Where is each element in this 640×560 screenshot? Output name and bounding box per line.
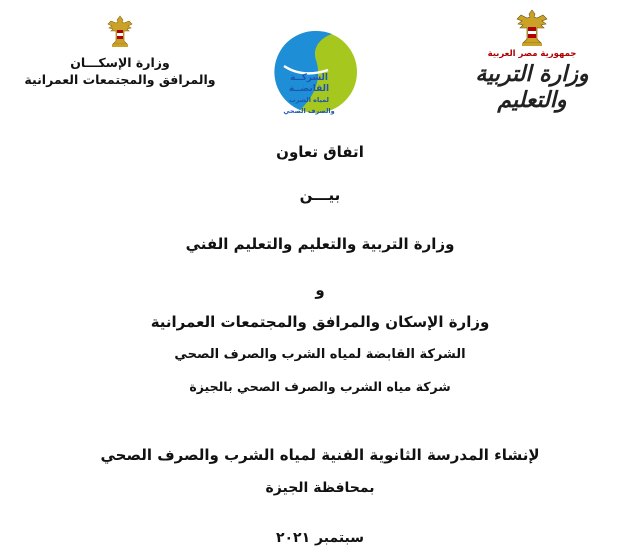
between-label: بيـــن bbox=[299, 186, 341, 204]
housing-ministry-header bbox=[20, 14, 220, 88]
housing-ministry-line1: وزارة الإسكـــان bbox=[70, 55, 170, 70]
party-education: وزارة التربية والتعليم والتعليم الفني bbox=[185, 235, 455, 253]
holding-company-subtitle: لمياه الشرب والصرف الصحي bbox=[283, 96, 335, 115]
holding-company-logo bbox=[270, 26, 370, 116]
and-label: و bbox=[315, 281, 325, 299]
egypt-eagle-icon bbox=[107, 14, 133, 48]
education-ministry-header bbox=[452, 8, 612, 113]
party-holding-company: الشركة القابضة لمياه الشرب والصرف الصحي bbox=[174, 347, 466, 362]
education-ministry-calligraphy: وزارة التربية والتعليم bbox=[475, 61, 589, 113]
agreement-purpose: لإنشاء المدرسة الثانوية الفنية لمياه الشرب والصرف الصحي bbox=[100, 446, 540, 464]
party-housing: وزارة الإسكان والمرافق والمجتمعات العمرانية bbox=[150, 313, 490, 331]
egypt-eagle-icon bbox=[515, 8, 549, 48]
republic-label: جمهورية مصر العربية bbox=[487, 49, 577, 59]
holding-company-name: الشركــة القابضــة bbox=[288, 73, 330, 94]
agreement-title: اتفاق تعاون bbox=[276, 143, 364, 161]
housing-ministry-line2: والمرافق والمجتمعات العمرانية bbox=[24, 72, 216, 87]
agreement-date: سبتمبر ٢٠٢١ bbox=[275, 530, 365, 546]
party-giza-company: شركة مياه الشرب والصرف الصحي بالجيزة bbox=[189, 379, 451, 394]
governorate-label: بمحافظة الجيزة bbox=[265, 480, 375, 496]
